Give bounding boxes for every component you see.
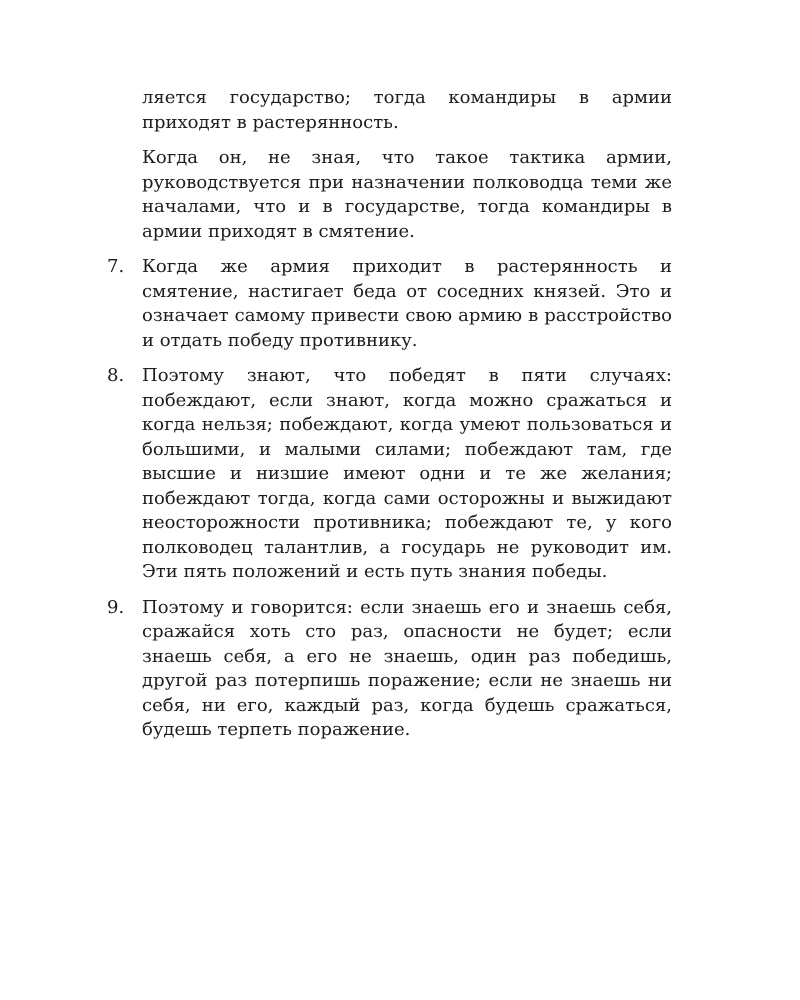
paragraph-continuation: ляется государство; тогда командиры в армии приходят в растерянность. xyxy=(142,87,672,133)
paragraph-text: Когда же армия приходит в растерянность и смятение, настигает беда от соседних князей. Это и означает самому привести свою армию в расстройство и отдать победу противнику. xyxy=(142,256,672,351)
paragraph-text: Поэтому знают, что победят в пяти случаях: побеждают, если знают, когда можно сражаться и когда нельзя; побеждают, когда умеют пользоваться и большими, и малыми силами; побеждают там, где высшие и низшие имеют одни и те же желания; побеждают тогда, когда сами осторожны и выжидают неосторожности противника; побеждают те, у кого полководец талантлив, а государь не руководит им. Эти пять положений и есть путь знания победы. xyxy=(142,365,672,582)
text-block xyxy=(107,86,672,754)
numbered-paragraph-8 xyxy=(107,364,672,585)
paragraph-text: Поэтому и говорится: если знаешь его и знаешь себя, сражайся хоть сто раз, опасности не будет; если знаешь себя, а его не знаешь, один раз победишь, другой раз потерпишь поражение; если не знаешь ни себя, ни его, каждый раз, когда будешь сражаться, будешь терпеть поражение. xyxy=(142,596,672,740)
numbered-paragraph-7 xyxy=(107,255,672,353)
paragraph-number: 8. xyxy=(107,365,125,386)
numbered-paragraph-9 xyxy=(107,596,672,743)
paragraph: Когда он, не зная, что такое тактика армии, руководствуется при назначении полководца теми же началами, что и в государстве, тогда командиры в армии приходят в смятение. xyxy=(142,147,672,242)
paragraph-number: 7. xyxy=(107,256,125,277)
paragraph-number: 9. xyxy=(107,596,125,618)
